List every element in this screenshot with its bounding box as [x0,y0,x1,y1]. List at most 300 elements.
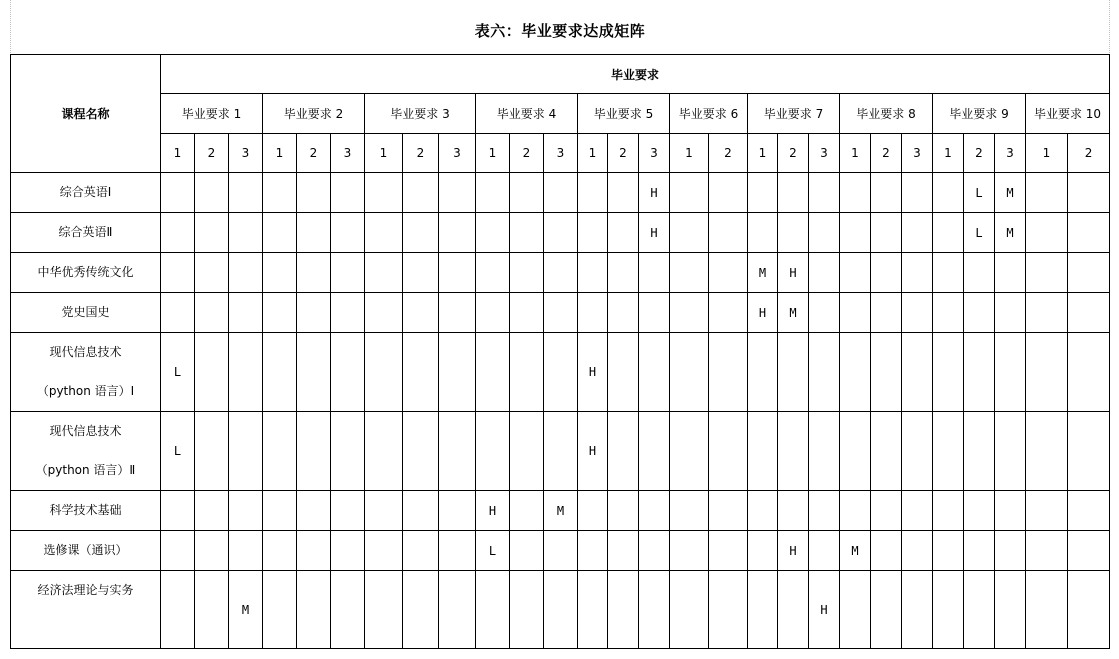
matrix-cell [778,412,809,491]
matrix-cell [778,213,809,253]
matrix-cell [229,173,263,213]
support-level-mark: H [578,333,608,412]
matrix-cell [195,293,229,333]
matrix-cell [964,253,995,293]
course-name-line: 党史国史 [61,305,110,319]
matrix-cell [195,333,229,412]
matrix-cell [578,491,608,531]
matrix-cell [263,491,297,531]
matrix-cell [365,491,403,531]
header-row-graduation [11,55,1110,94]
matrix-cell [1026,253,1068,293]
matrix-cell [365,531,403,571]
matrix-cell [403,571,439,649]
sub-item-header: 1 [1026,134,1068,173]
matrix-cell [748,333,778,412]
matrix-cell [403,491,439,531]
matrix-cell [933,253,964,293]
matrix-cell [1068,213,1110,253]
matrix-cell [297,491,331,531]
matrix-cell [403,173,439,213]
sub-item-header: 1 [840,134,871,173]
matrix-cell [809,412,840,491]
matrix-cell [578,253,608,293]
matrix-cell [670,531,709,571]
matrix-cell [871,531,902,571]
matrix-cell [639,412,670,491]
matrix-cell [995,531,1026,571]
matrix-cell [1068,412,1110,491]
matrix-cell [195,412,229,491]
matrix-cell [578,213,608,253]
matrix-cell [229,531,263,571]
matrix-cell [439,333,476,412]
matrix-cell [709,253,748,293]
matrix-cell [578,293,608,333]
matrix-cell [403,333,439,412]
matrix-cell [161,253,195,293]
matrix-cell [1026,412,1068,491]
matrix-cell [263,531,297,571]
sub-item-header: 3 [995,134,1026,173]
table-row [11,173,1110,213]
matrix-cell [608,173,639,213]
matrix-cell [608,531,639,571]
matrix-cell [263,571,297,649]
matrix-cell [840,173,871,213]
title-area [10,0,1110,55]
matrix-cell [229,333,263,412]
matrix-cell [902,253,933,293]
sub-item-header: 1 [933,134,964,173]
support-level-mark: L [161,333,195,412]
matrix-cell [229,253,263,293]
table-row [11,531,1110,571]
matrix-cell [578,571,608,649]
matrix-cell [297,571,331,649]
matrix-cell [933,293,964,333]
support-level-mark: L [964,173,995,213]
matrix-cell [544,253,578,293]
matrix-cell [297,293,331,333]
matrix-cell [161,491,195,531]
matrix-cell [778,173,809,213]
matrix-cell [1026,531,1068,571]
matrix-cell [403,293,439,333]
support-level-mark: H [778,531,809,571]
matrix-cell [229,293,263,333]
sub-item-header: 2 [709,134,748,173]
matrix-cell [933,412,964,491]
course-name-line: 选修课（通识） [43,543,128,557]
requirement-header-9: 毕业要求 9 [933,94,1026,134]
matrix-cell [544,531,578,571]
sub-item-header: 3 [439,134,476,173]
matrix-cell [403,412,439,491]
matrix-cell [229,491,263,531]
sub-item-header: 2 [403,134,439,173]
support-level-mark: L [964,213,995,253]
matrix-cell [331,531,365,571]
matrix-cell [778,333,809,412]
matrix-cell [709,412,748,491]
header-row-subitems [11,134,1110,173]
sub-item-header: 1 [161,134,195,173]
support-level-mark: L [161,412,195,491]
matrix-cell [331,173,365,213]
matrix-cell [639,253,670,293]
matrix-cell [933,213,964,253]
matrix-cell [709,333,748,412]
matrix-cell [670,571,709,649]
matrix-cell [331,253,365,293]
matrix-cell [1068,491,1110,531]
matrix-cell [778,571,809,649]
matrix-cell [476,412,510,491]
requirement-header-6: 毕业要求 6 [670,94,748,134]
matrix-cell [809,293,840,333]
matrix-cell [476,173,510,213]
matrix-cell [195,173,229,213]
course-name-cell [11,531,161,571]
table-row [11,491,1110,531]
matrix-cell [670,412,709,491]
course-name-cell [11,213,161,253]
table-row [11,412,1110,491]
course-name-cell [11,293,161,333]
matrix-cell [995,412,1026,491]
matrix-cell [995,333,1026,412]
matrix-cell [297,253,331,293]
matrix-cell [439,293,476,333]
matrix-cell [476,293,510,333]
matrix-cell [1068,531,1110,571]
matrix-cell [902,293,933,333]
matrix-cell [840,571,871,649]
matrix-cell [510,213,544,253]
course-name-line: 现代信息技术 [49,424,122,438]
matrix-cell [933,491,964,531]
sub-item-header: 3 [331,134,365,173]
matrix-cell [365,571,403,649]
matrix-cell [510,531,544,571]
support-level-mark: H [639,173,670,213]
matrix-cell [1068,293,1110,333]
matrix-cell [439,412,476,491]
matrix-cell [297,412,331,491]
matrix-cell [161,571,195,649]
matrix-cell [510,173,544,213]
matrix-cell [1068,571,1110,649]
requirement-header-7: 毕业要求 7 [748,94,840,134]
graduation-matrix-table [10,54,1110,649]
matrix-cell [902,173,933,213]
course-name-cell [11,333,161,412]
matrix-cell [510,293,544,333]
matrix-cell [403,253,439,293]
matrix-cell [902,333,933,412]
matrix-cell [263,293,297,333]
matrix-cell [608,293,639,333]
sub-item-header: 2 [195,134,229,173]
matrix-cell [964,531,995,571]
matrix-cell [639,491,670,531]
matrix-cell [964,412,995,491]
matrix-cell [995,293,1026,333]
matrix-cell [608,491,639,531]
matrix-cell [871,412,902,491]
matrix-cell [902,571,933,649]
course-name-cell [11,491,161,531]
matrix-cell [365,173,403,213]
sub-item-header: 1 [670,134,709,173]
matrix-cell [510,333,544,412]
matrix-cell [544,333,578,412]
matrix-cell [578,173,608,213]
sub-item-header: 3 [544,134,578,173]
course-name-line: 中华优秀传统文化 [37,265,134,279]
matrix-cell [365,253,403,293]
matrix-cell [403,213,439,253]
matrix-cell [476,571,510,649]
sub-item-header: 1 [476,134,510,173]
matrix-cell [331,571,365,649]
matrix-cell [365,333,403,412]
matrix-cell [439,531,476,571]
matrix-cell [995,491,1026,531]
support-level-mark: M [840,531,871,571]
support-level-mark: H [476,491,510,531]
support-level-mark: M [995,213,1026,253]
matrix-cell [1026,293,1068,333]
matrix-cell [809,253,840,293]
matrix-cell [1026,571,1068,649]
matrix-cell [1068,333,1110,412]
matrix-cell [840,412,871,491]
matrix-cell [809,333,840,412]
matrix-cell [510,491,544,531]
matrix-cell [670,333,709,412]
matrix-cell [933,531,964,571]
matrix-cell [639,531,670,571]
matrix-cell [476,333,510,412]
requirement-header-4: 毕业要求 4 [476,94,578,134]
support-level-mark: M [748,253,778,293]
matrix-cell [544,173,578,213]
matrix-cell [195,253,229,293]
matrix-cell [709,213,748,253]
matrix-cell [544,213,578,253]
matrix-cell [964,571,995,649]
matrix-cell [263,412,297,491]
support-level-mark: M [778,293,809,333]
matrix-cell [331,213,365,253]
table-row [11,293,1110,333]
matrix-cell [748,213,778,253]
matrix-cell [195,491,229,531]
matrix-cell [229,412,263,491]
matrix-cell [709,173,748,213]
matrix-cell [840,253,871,293]
matrix-cell [670,253,709,293]
matrix-cell [195,531,229,571]
matrix-cell [439,213,476,253]
matrix-cell [403,531,439,571]
matrix-cell [161,531,195,571]
matrix-cell [840,491,871,531]
matrix-cell [439,571,476,649]
matrix-cell [608,333,639,412]
matrix-cell [964,333,995,412]
matrix-cell [995,253,1026,293]
matrix-cell [297,333,331,412]
sub-item-header: 3 [809,134,840,173]
matrix-cell [578,531,608,571]
matrix-cell [809,531,840,571]
matrix-cell [331,333,365,412]
matrix-cell [439,173,476,213]
matrix-cell [608,571,639,649]
matrix-cell [840,213,871,253]
support-level-mark: H [778,253,809,293]
matrix-cell [709,531,748,571]
matrix-cell [365,293,403,333]
matrix-cell [902,531,933,571]
matrix-cell [1026,213,1068,253]
matrix-cell [297,531,331,571]
matrix-cell [995,571,1026,649]
matrix-cell [510,253,544,293]
sub-item-header: 3 [902,134,933,173]
matrix-cell [263,253,297,293]
matrix-cell [670,293,709,333]
matrix-cell [161,293,195,333]
matrix-cell [840,293,871,333]
matrix-cell [195,213,229,253]
matrix-cell [1026,173,1068,213]
matrix-cell [902,412,933,491]
requirement-header-2: 毕业要求 2 [263,94,365,134]
requirement-header-8: 毕业要求 8 [840,94,933,134]
matrix-cell [297,213,331,253]
matrix-cell [639,571,670,649]
matrix-cell [510,412,544,491]
matrix-cell [195,571,229,649]
matrix-cell [670,213,709,253]
matrix-cell [1068,253,1110,293]
matrix-cell [871,253,902,293]
matrix-cell [263,333,297,412]
graduation-requirements-header: 毕业要求 [161,55,1110,94]
sub-item-header: 2 [297,134,331,173]
matrix-cell [964,293,995,333]
matrix-cell [1068,173,1110,213]
matrix-cell [840,333,871,412]
matrix-cell [544,412,578,491]
matrix-cell [748,412,778,491]
matrix-cell [608,213,639,253]
course-name-line: （python 语言）Ⅰ [36,384,135,398]
matrix-cell [871,173,902,213]
matrix-cell [229,213,263,253]
course-name-cell [11,253,161,293]
sub-item-header: 2 [964,134,995,173]
course-name-cell [11,412,161,491]
sub-item-header: 2 [510,134,544,173]
matrix-cell [297,173,331,213]
matrix-cell [748,173,778,213]
matrix-cell [670,491,709,531]
matrix-cell [476,213,510,253]
matrix-cell [709,491,748,531]
support-level-mark: M [544,491,578,531]
requirement-header-3: 毕业要求 3 [365,94,476,134]
course-name-line: 综合英语Ⅰ [59,185,112,199]
matrix-cell [871,491,902,531]
matrix-cell [748,531,778,571]
matrix-cell [809,173,840,213]
course-name-line: 科学技术基础 [49,503,122,517]
matrix-cell [439,253,476,293]
matrix-cell [902,491,933,531]
matrix-cell [639,333,670,412]
matrix-cell [902,213,933,253]
support-level-mark: H [578,412,608,491]
course-name-line: 经济法理论与实务 [37,583,134,597]
support-level-mark: H [639,213,670,253]
matrix-cell [670,173,709,213]
matrix-cell [161,213,195,253]
course-name-line: 现代信息技术 [49,345,122,359]
table-row [11,571,1110,649]
document-page [10,0,1110,659]
sub-item-header: 3 [229,134,263,173]
matrix-cell [639,293,670,333]
sub-item-header: 2 [1068,134,1110,173]
matrix-cell [871,293,902,333]
matrix-cell [544,571,578,649]
sub-item-header: 2 [778,134,809,173]
table-row [11,213,1110,253]
matrix-cell [778,491,809,531]
matrix-cell [1026,333,1068,412]
matrix-cell [933,173,964,213]
table-title: 表六：毕业要求达成矩阵 [474,22,646,40]
matrix-cell [608,253,639,293]
matrix-cell [608,412,639,491]
matrix-cell [510,571,544,649]
matrix-cell [331,293,365,333]
matrix-cell [933,333,964,412]
support-level-mark: H [809,571,840,649]
matrix-cell [709,571,748,649]
matrix-cell [263,213,297,253]
matrix-cell [1026,491,1068,531]
header-row-requirements [11,94,1110,134]
requirement-header-1: 毕业要求 1 [161,94,263,134]
matrix-cell [871,333,902,412]
course-name-cell [11,173,161,213]
sub-item-header: 1 [263,134,297,173]
matrix-cell [748,491,778,531]
support-level-mark: M [229,571,263,649]
support-level-mark: H [748,293,778,333]
sub-item-header: 3 [639,134,670,173]
sub-item-header: 1 [578,134,608,173]
sub-item-header: 1 [748,134,778,173]
matrix-cell [964,491,995,531]
matrix-cell [161,173,195,213]
